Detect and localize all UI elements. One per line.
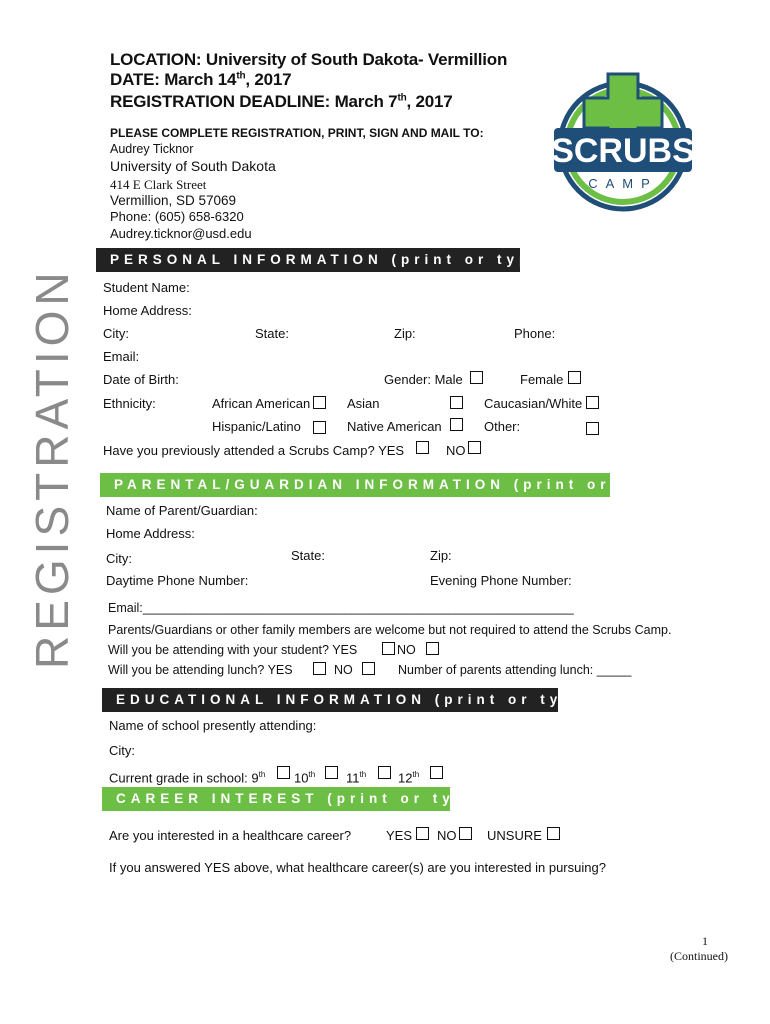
parent-email-line: Email:______________________________________________________________ [108,601,574,615]
grade-10-label: 10th [294,770,316,786]
home-address-label: Home Address: [103,303,192,318]
school-name-label: Name of school presently attending: [109,718,317,733]
attending-no-checkbox[interactable] [426,642,439,655]
continued-note: (Continued) [670,949,728,963]
career-followup: If you answered YES above, what healthcare career(s) are you interested in pursuing? [109,860,606,875]
african-american-checkbox[interactable] [313,396,326,409]
previous-yes-checkbox[interactable] [416,441,429,454]
scrubs-camp-logo [548,66,698,216]
daytime-phone-label: Daytime Phone Number: [106,573,249,588]
welcome-note: Parents/Guardians or other family members are welcome but not required to attend the Scrubs Camp. [108,623,672,637]
mail-org: University of South Dakota [110,158,276,174]
evening-phone-label: Evening Phone Number: [430,573,572,588]
female-label: Female [520,372,564,387]
email-label: Email: [103,349,140,364]
parent-name-label: Name of Parent/Guardian: [106,503,258,518]
male-checkbox[interactable] [470,371,483,384]
previous-camp-label: Have you previously attended a Scrubs Camp? YES [103,443,405,458]
caucasian-checkbox[interactable] [586,396,599,409]
female-checkbox[interactable] [568,371,581,384]
lunch-no-label: NO [334,663,353,677]
attending-yes-checkbox[interactable] [382,642,395,655]
city-label: City: [103,326,129,341]
registration-side-title: REGISTRATION [26,267,78,669]
lunch-question: Will you be attending lunch? YES [108,663,293,677]
dob-label: Date of Birth: [103,372,179,387]
previous-no-label: NO [446,443,466,458]
student-name-label: Student Name: [103,280,190,295]
parent-state-label: State: [291,548,325,563]
hispanic-label: Hispanic/Latino [212,419,301,434]
mail-name: Audrey Ticknor [110,142,194,156]
grade-11-label: 11th [346,770,367,786]
gender-male-label: Gender: Male [384,372,463,387]
other-checkbox[interactable] [586,422,599,435]
career-unsure-label: UNSURE [487,828,542,843]
career-question: Are you interested in a healthcare career? [109,828,352,843]
career-no-checkbox[interactable] [459,827,472,840]
deadline-heading: REGISTRATION DEADLINE: March 7th, 2017 [110,92,453,111]
asian-checkbox[interactable] [450,396,463,409]
mail-phone: Phone: (605) 658-6320 [110,209,244,224]
parent-city-label: City: [106,551,132,566]
hispanic-checkbox[interactable] [313,421,326,434]
career-yes-checkbox[interactable] [416,827,429,840]
svg-text:CAMP: CAMP [588,176,658,191]
caucasian-label: Caucasian/White [484,396,583,411]
attending-question: Will you be attending with your student? YES [108,643,358,657]
mail-instruction: PLEASE COMPLETE REGISTRATION, PRINT, SIGN AND MAIL TO: [110,126,484,140]
parental-info-banner: PARENTAL/GUARDIAN INFORMATION (print or type [100,473,610,497]
mail-email: Audrey.ticknor@usd.edu [110,226,252,241]
parent-address-label: Home Address: [106,526,195,541]
phone-label: Phone: [514,326,556,341]
school-city-label: City: [109,743,135,758]
lunch-yes-checkbox[interactable] [313,662,326,675]
parent-zip-label: Zip: [430,548,452,563]
african-american-label: African American [212,396,311,411]
native-american-checkbox[interactable] [450,418,463,431]
grade-9-checkbox[interactable] [277,766,290,779]
mail-city: Vermillion, SD 57069 [110,193,237,208]
grade-11-checkbox[interactable] [378,766,391,779]
personal-info-banner: PERSONAL INFORMATION (print or type) [96,248,520,272]
career-no-label: NO [437,828,457,843]
page-number: 1 [702,934,708,948]
mail-street: 414 E Clark Street [110,177,207,192]
grade-12-label: 12th [398,770,420,786]
grade-12-checkbox[interactable] [430,766,443,779]
other-label: Other: [484,419,521,434]
ethnicity-label: Ethnicity: [103,396,156,411]
career-interest-banner: CAREER INTEREST (print or type [102,787,450,811]
educational-info-banner: EDUCATIONAL INFORMATION (print or type) [102,688,558,712]
lunch-no-checkbox[interactable] [362,662,375,675]
grade-10-checkbox[interactable] [325,766,338,779]
zip-label: Zip: [394,326,416,341]
svg-text:SCRUBS: SCRUBS [551,132,695,170]
previous-no-checkbox[interactable] [468,441,481,454]
state-label: State: [255,326,289,341]
parents-lunch-count: Number of parents attending lunch: _____ [398,663,632,677]
career-yes-label: YES [386,828,413,843]
native-american-label: Native American [347,419,442,434]
attending-no-label: NO [397,643,416,657]
asian-label: Asian [347,396,380,411]
grade-label: Current grade in school: 9th [109,770,266,786]
career-unsure-checkbox[interactable] [547,827,560,840]
location-heading: LOCATION: University of South Dakota- Vermillion [110,50,508,69]
date-heading: DATE: March 14th, 2017 [110,70,292,89]
